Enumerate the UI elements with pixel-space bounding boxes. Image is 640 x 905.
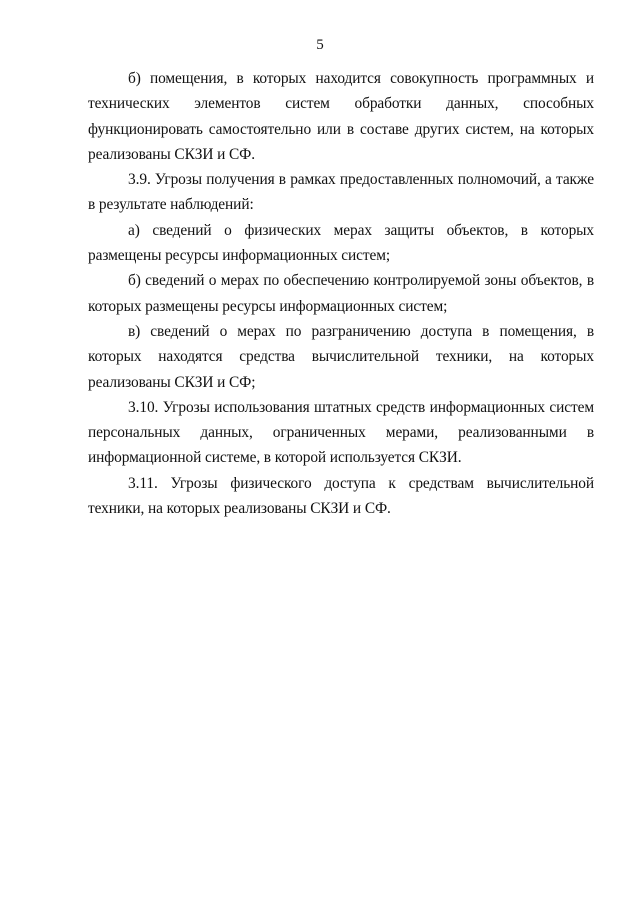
paragraph-v-access-control: в) сведений о мерах по разграничению доступа в помещения, в которых находятся средства вычислительной техники, на которых реализованы СКЗИ и СФ; (88, 322, 594, 391)
paragraph-a-physical-measures: а) сведений о физических мерах защиты объектов, в которых размещены ресурсы информационных систем; (88, 221, 594, 265)
document-body (88, 66, 594, 521)
page-number: 5 (316, 37, 324, 53)
paragraph-b-controlled-zone: б) сведений о мерах по обеспечению контролируемой зоны объектов, в которых размещены ресурсы информационных систем; (88, 272, 594, 315)
paragraph-3-9-heading: 3.9. Угрозы получения в рамках предоставленных полномочий, а также в результате наблюдений: (88, 171, 594, 214)
paragraph-3-10: 3.10. Угрозы использования штатных средств информационных систем персональных данных, ограниченных мерами, реализованными в информационной системе, в которой используется СКЗИ. (88, 398, 594, 467)
paragraph-b-premises: б) помещения, в которых находится совокупность программных и технических элементов систем обработки данных, способных функционировать самостоятельно или в составе других систем, на которых реализованы СКЗИ и СФ. (88, 70, 594, 163)
paragraph-3-11: 3.11. Угрозы физического доступа к средствам вычислительной техники, на которых реализованы СКЗИ и СФ. (88, 474, 594, 518)
